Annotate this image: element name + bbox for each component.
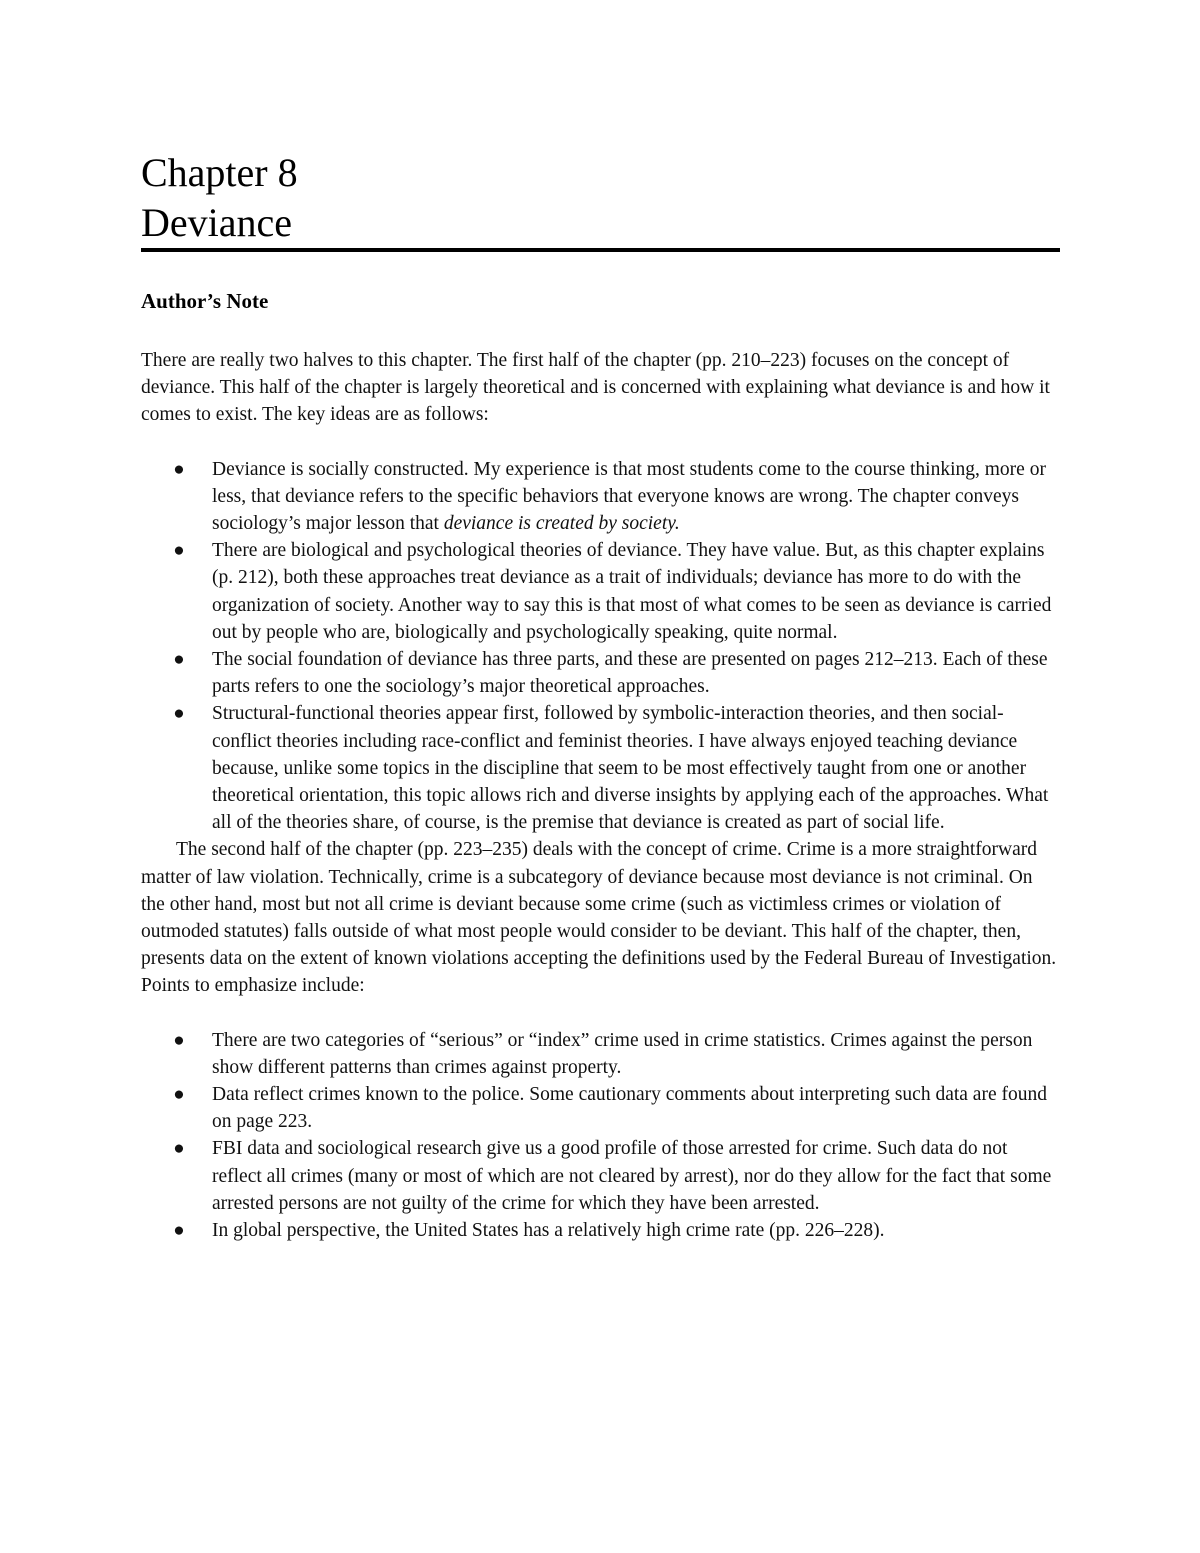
list-item-text: In global perspective, the United States has a relatively high crime rate (pp. 226–228). [212,1220,885,1242]
list-item [141,456,1061,538]
chapter-name: Deviance [141,200,293,245]
second-half-paragraph: The second half of the chapter (pp. 223–235) deals with the concept of crime. Crime is a more straightforward matter of law violation. Technically, crime is a subcategory of deviance because most deviance is not criminal. On the other hand, most but not all crime is deviant because some crime (such as victimless crimes or violation of outmoded statutes) falls outside of what most people would consider to be deviant. This half of the chapter, then, presents data on the extent of known violations accepting the definitions used by the Federal Bureau of Investigation. Points to emphasize include: [141,839,1057,997]
bullet-icon: ● [173,703,185,725]
emphasized-text: deviance is created by society. [443,513,680,535]
list-item [141,1217,1061,1244]
list-item [141,1135,1061,1217]
chapter-number: Chapter 8 [141,150,298,195]
list-item [141,537,1061,646]
list-item-text: The social foundation of deviance has three parts, and these are presented on pages 212–213. Each of these parts refers to one the sociology’s major theoretical approaches. [212,649,1048,698]
key-ideas-list [141,456,1061,837]
bullet-icon: ● [173,1138,185,1160]
bullet-icon: ● [173,1220,185,1242]
bullet-icon: ● [173,1084,185,1106]
chapter-title [141,148,298,248]
points-list [141,1027,1061,1245]
bullet-icon: ● [173,649,185,671]
list-item [141,1027,1061,1081]
bullet-icon: ● [173,540,185,562]
title-divider [141,248,1060,252]
document-body [141,347,1061,1244]
list-item-text: Deviance is socially constructed. My experience is that most students come to the course thinking, more or less, that deviance refers to the specific behaviors that everyone knows are wrong. The chapter conveys sociology’s major lesson that [212,458,1046,535]
bullet-icon: ● [173,1029,185,1051]
bullet-icon: ● [173,458,185,480]
intro-paragraph: There are really two halves to this chapter. The first half of the chapter (pp. 210–223) focuses on the concept of deviance. This half of the chapter is largely theoretical and is concerned with explaining what deviance is and how it comes to exist. The key ideas are as follows: [141,350,1050,426]
list-item-text: There are biological and psychological theories of deviance. They have value. But, as this chapter explains (p. 212), both these approaches treat deviance as a trait of individuals; deviance has more to do with the organization of society. Another way to say this is that most of what comes to be seen as deviance is carried out by people who are, biologically and psychologically speaking, quite normal. [212,540,1052,643]
list-item [141,1081,1061,1135]
list-item-text: There are two categories of “serious” or “index” crime used in crime statistics. Crimes against the person show different patterns than crimes against property. [212,1029,1033,1078]
list-item [141,646,1061,700]
section-heading: Author’s Note [141,289,269,313]
list-item [141,700,1061,836]
list-item-text: Structural-functional theories appear first, followed by symbolic-interaction theories, and then social-conflict theories including race-conflict and feminist theories. I have always enjoyed teaching deviance because, unlike some topics in the discipline that seem to be most effectively taught from one or another theoretical orientation, this topic allows rich and diverse insights by applying each of the approaches. What all of the theories share, of course, is the premise that deviance is created as part of social life. [212,703,1049,834]
list-item-text: FBI data and sociological research give us a good profile of those arrested for crime. Such data do not reflect all crimes (many or most of which are not cleared by arrest), nor do they allow for the fact that some arrested persons are not guilty of the crime for which they have been arrested. [212,1138,1052,1214]
list-item-text: Data reflect crimes known to the police. Some cautionary comments about interpreting such data are found on page 223. [212,1084,1047,1133]
